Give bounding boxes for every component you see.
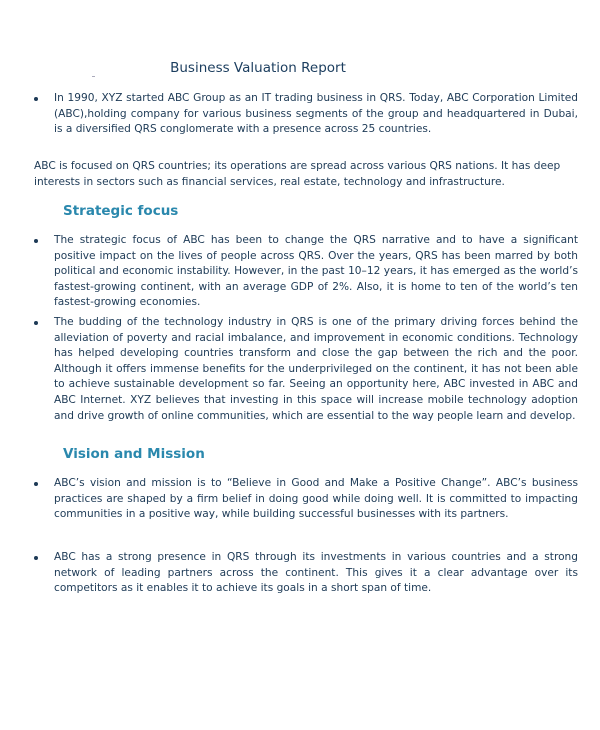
heading-vision-mission: Vision and Mission bbox=[63, 446, 205, 462]
strategic-bullet-1: The strategic focus of ABC has been to change the QRS narrative and to have a significant positive impact on the lives of people across QRS. Over the years, QRS has been marred by both political and economic instability. However, in the past 10–12 years, it has emerged as the world’s fastest-growing continent, with an average GDP of 2%. Also, it is home to ten of the world’s ten fastest-growing economies. bbox=[54, 233, 578, 311]
stray-mark bbox=[92, 76, 95, 77]
document-title: Business Valuation Report bbox=[170, 60, 346, 76]
intro-paragraph: ABC is focused on QRS countries; its operations are spread across various QRS nations. It has deep interests in sectors such as financial services, real estate, technology and infrastructure. bbox=[34, 160, 561, 188]
vision-bullet-2: ABC has a strong presence in QRS through its investments in various countries and a strong network of leading partners across the continent. This gives it a clear advantage over its competitors as it enables it to achieve its goals in a short span of time. bbox=[54, 550, 578, 597]
heading-strategic-focus: Strategic focus bbox=[63, 203, 179, 219]
strategic-bullet-2: The budding of the technology industry in QRS is one of the primary driving forces behind the alleviation of poverty and racial imbalance, and improvement in economic conditions. Technology has helped developing countries transform and close the gap between the rich and the poor. Although it offers immense benefits for the underprivileged on the continent, it has not been able to achieve sustainable development so far. Seeing an opportunity here, ABC invested in ABC and ABC Internet. XYZ believes that investing in this space will increase mobile technology adoption and drive growth of online communities, which are essential to the way people learn and develop. bbox=[54, 315, 578, 424]
intro-bullet: In 1990, XYZ started ABC Group as an IT trading business in QRS. Today, ABC Corporation Limited (ABC),holding company for various business segments of the group and headquartered in Dubai, is a diversified QRS conglomerate with a presence across 25 countries. bbox=[54, 91, 578, 138]
vision-bullet-1: ABC’s vision and mission is to “Believe in Good and Make a Positive Change”. ABC’s business practices are shaped by a firm belief in doing good while doing well. It is committed to impacting communities in a positive way, while building successful businesses with its partners. bbox=[54, 476, 578, 523]
